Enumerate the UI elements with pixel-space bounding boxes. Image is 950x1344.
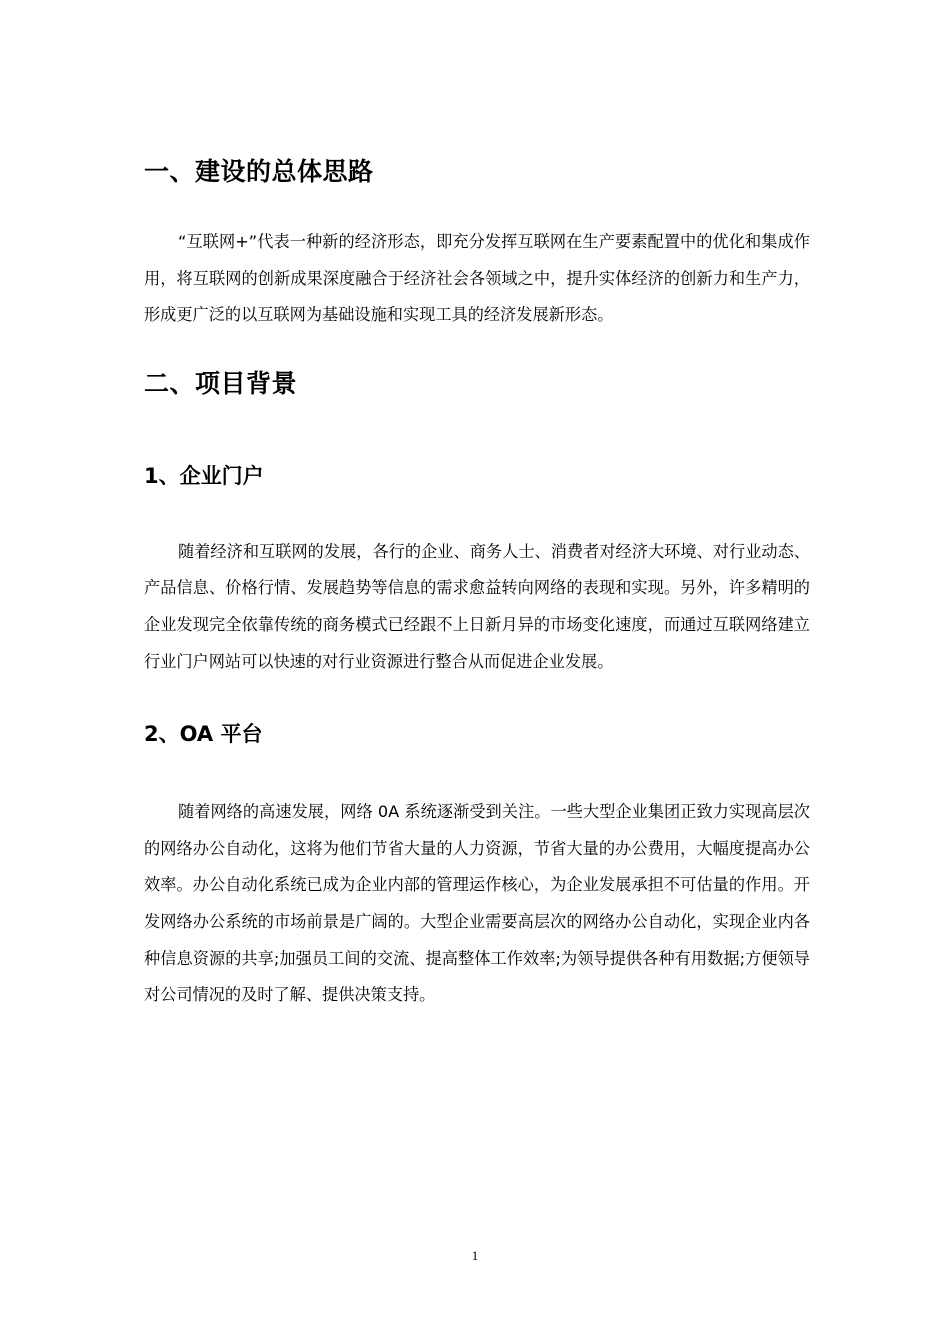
paragraph-oa-platform: 随着网络的高速发展，网络 0A 系统逐渐受到关注。一些大型企业集团正致力实现高层次的网络办公自动化，这将为他们节省大量的人力资源，节省大量的办公费用，大幅度提高办公效率。办公自动化系统已成为企业内部的管理运作核心，为企业发展承担不可估量的作用。开发网络办公系统的市场前景是广阔的。大型企业需要高层次的网络办公自动化，实现企业内各种信息资源的共享;加强员工间的交流、提高整体工作效率;为领导提供各种有用数据;方便领导对公司情况的及时了解、提供决策支持。 — [144, 802, 810, 1005]
page-number: 1 — [471, 1248, 479, 1263]
paragraph-internet-plus: “互联网+”代表一种新的经济形态，即充分发挥互联网在生产要素配置中的优化和集成作用，将互联网的创新成果深度融合于经济社会各领域之中，提升实体经济的创新力和生产力，形成更广泛的以互联网为基础设施和实现工具的经济发展新形态。 — [144, 232, 810, 325]
section-heading-project-background: 二、项目背景 — [144, 368, 298, 398]
subheading-enterprise-portal: 1、企业门户 — [144, 463, 264, 488]
section-heading-overall-approach: 一、建设的总体思路 — [144, 157, 374, 186]
paragraph-enterprise-portal: 随着经济和互联网的发展，各行的企业、商务人士、消费者对经济大环境、对行业动态、产品信息、价格行情、发展趋势等信息的需求愈益转向网络的表现和实现。另外，许多精明的企业发现完全依靠传统的商务模式已经跟不上日新月异的市场变化速度，而通过互联网络建立行业门户网站可以快速的对行业资源进行整合从而促进企业发展。 — [144, 541, 810, 671]
document-body — [144, 150, 810, 1014]
subheading-oa-platform: 2、OA 平台 — [144, 722, 263, 747]
